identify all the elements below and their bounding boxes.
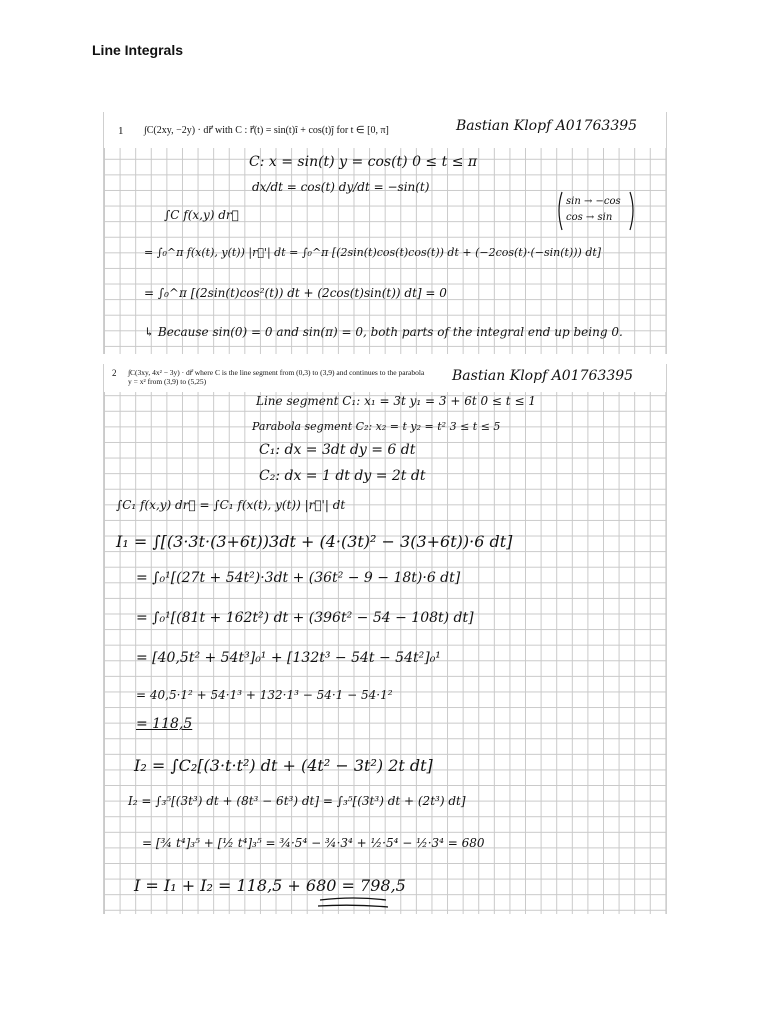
document-title: Line Integrals [92,42,184,58]
p1-side-note-cos: cos → sin [566,212,613,223]
p2-i1-step2: = ∫₀¹[(81t + 162t²) dt + (396t² − 54 − 108t) dt] [136,610,474,626]
problem-2-number: 2 [112,368,117,378]
p1-line-conclusion: ↳ Because sin(0) = 0 and sin(π) = 0, both parts of the integral end up being 0. [144,325,623,339]
p2-i2-simplified: I₂ = ∫₃⁵[(3t³) dt + (8t³ − 6t³) dt] = ∫₃⁵[(3t³) dt + (2t³) dt] [128,794,466,808]
problem-1-sheet [103,112,667,354]
p1-side-note-brackets [104,112,666,354]
p2-i1-result: = 118,5 [136,716,193,732]
p2-i1-antiderivative: = [40,5t² + 54t³]₀¹ + [132t³ − 54t − 54t²]₀¹ [136,650,441,666]
p2-i1-evaluation: = 40,5·1² + 54·1³ + 132·1³ − 54·1 − 54·1² [136,688,393,702]
p2-i1-step1: = ∫₀¹[(27t + 54t²)·3dt + (36t² − 9 − 18t)·6 dt] [136,570,461,586]
p1-side-note-sin: sin → −cos [566,196,621,207]
p2-i1-setup: I₁ = ∫[(3·3t·(3+6t))3dt + (4·(3t)² − 3(3+6t))·6 dt] [116,532,513,551]
p2-c2-differentials: C₂: dx = 1 dt dy = 2t dt [259,468,426,484]
problem-2-author: Bastian Klopf A01763395 [452,368,634,384]
p2-line-segment: Line segment C₁: x₁ = 3t y₁ = 3 + 6t 0 ≤ t ≤ 1 [256,394,536,408]
p2-i2-setup: I₂ = ∫C₂[(3·t·t²) dt + (4t² − 3t²) 2t dt] [134,756,433,775]
p2-final-answer: I = I₁ + I₂ = 118,5 + 680 = 798,5 [134,876,406,895]
p1-line-integral: ∫C f(x,y) dr⃗ [164,208,239,222]
p1-line-curve: C: x = sin(t) y = cos(t) 0 ≤ t ≤ π [249,154,478,170]
p2-i2-evaluation: = [¾ t⁴]₃⁵ + [½ t⁴]₃⁵ = ¾·5⁴ − ¾·3⁴ + ½·5⁴ − ½·3⁴ = 680 [142,836,485,850]
problem-2-statement: ∫C(3xy, 4x² − 3y) · dr⃗ where C is the line segment from (0,3) to (3,9) and continues to the parabola y = x² from (3,9) to (5,25) [128,368,425,386]
p2-line-integral-form: ∫C₁ f(x,y) dr⃗ = ∫C₁ f(x(t), y(t)) |r⃗'| dt [116,498,346,512]
problem-1-author: Bastian Klopf A01763395 [456,118,638,134]
problem-1-number: 1 [118,125,124,137]
p2-parabola-segment: Parabola segment C₂: x₂ = t y₂ = t² 3 ≤ t ≤ 5 [252,420,501,433]
problem-1-statement: ∫C(2xy, −2y) · dr⃗ with C : r⃗(t) = sin(t)î + cos(t)ĵ for t ∈ [0, π] [144,125,389,136]
p1-line-simplified: = ∫₀^π [(2sin(t)cos²(t)) dt + (2cos(t)sin(t)) dt] = 0 [144,286,447,300]
problem-2-sheet [103,364,667,914]
p1-line-derivatives: dx/dt = cos(t) dy/dt = −sin(t) [252,180,430,194]
p2-answer-underline [104,364,666,914]
p1-line-substitution: = ∫₀^π f(x(t), y(t)) |r⃗'| dt = ∫₀^π [(2sin(t)cos(t)cos(t)) dt + (−2cos(t)·(−sin(t))) dt] [144,246,602,259]
p2-c1-differentials: C₁: dx = 3dt dy = 6 dt [259,442,416,458]
